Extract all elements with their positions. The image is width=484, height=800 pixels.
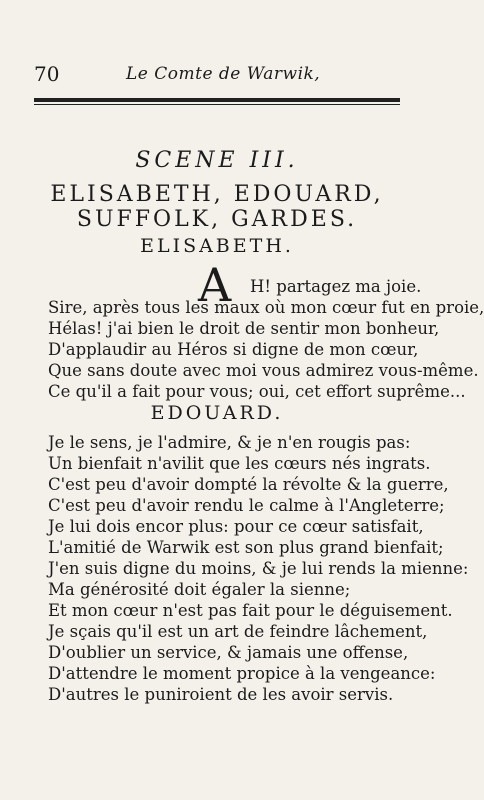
running-head: Le Comte de Warwik,: [126, 64, 321, 84]
verse-line: C'est peu d'avoir dompté la révolte & la guerre,: [48, 475, 449, 494]
scene-title: SCENE III.: [135, 148, 299, 173]
verse-line: Et mon cœur n'est pas fait pour le déguisement.: [48, 601, 453, 620]
verse-line: H! partagez ma joie.: [250, 277, 422, 296]
verse-line: C'est peu d'avoir rendu le calme à l'Angleterre;: [48, 496, 445, 515]
page-header: [34, 62, 400, 88]
header-rule-thin: [34, 104, 400, 105]
verse-line: Un bienfait n'avilit que les cœurs nés ingrats.: [48, 454, 431, 473]
header-rule-thick: [34, 98, 400, 102]
verse-line: J'en suis digne du moins, & je lui rends la mienne:: [48, 559, 469, 578]
speaker-name: ELISABETH.: [140, 235, 294, 257]
verse-line: Que sans doute avec moi vous admirez vous-même.: [48, 361, 479, 380]
verse-line: Je sçais qu'il est un art de feindre lâchement,: [48, 622, 428, 641]
cast-list: [0, 182, 434, 232]
verse-line: L'amitié de Warwik est son plus grand bienfait;: [48, 538, 444, 557]
verse-line: Ma générosité doit égaler la sienne;: [48, 580, 351, 599]
verse-line: D'applaudir au Héros si digne de mon cœur,: [48, 340, 419, 359]
page-number: 70: [34, 62, 60, 86]
verse-line: D'oublier un service, & jamais une offense,: [48, 643, 409, 662]
verse-line: Hélas! j'ai bien le droit de sentir mon bonheur,: [48, 319, 440, 338]
cast-line: ELISABETH, EDOUARD,: [50, 182, 384, 207]
verse-line: D'attendre le moment propice à la vengeance:: [48, 664, 436, 683]
verse-line: Je lui dois encor plus: pour ce cœur satisfait,: [48, 517, 424, 536]
drop-cap: A: [198, 258, 232, 312]
verse-line: Ce qu'il a fait pour vous; oui, cet effort suprême...: [48, 382, 466, 401]
speaker-name: EDOUARD.: [150, 402, 284, 424]
verse-line: D'autres le puniroient de les avoir servis.: [48, 685, 394, 704]
verse-line: Sire, après tous les maux où mon cœur fut en proie,: [48, 298, 484, 317]
cast-line: SUFFOLK, GARDES.: [76, 207, 358, 232]
verse-line: Je le sens, je l'admire, & je n'en rougis pas:: [48, 433, 411, 452]
